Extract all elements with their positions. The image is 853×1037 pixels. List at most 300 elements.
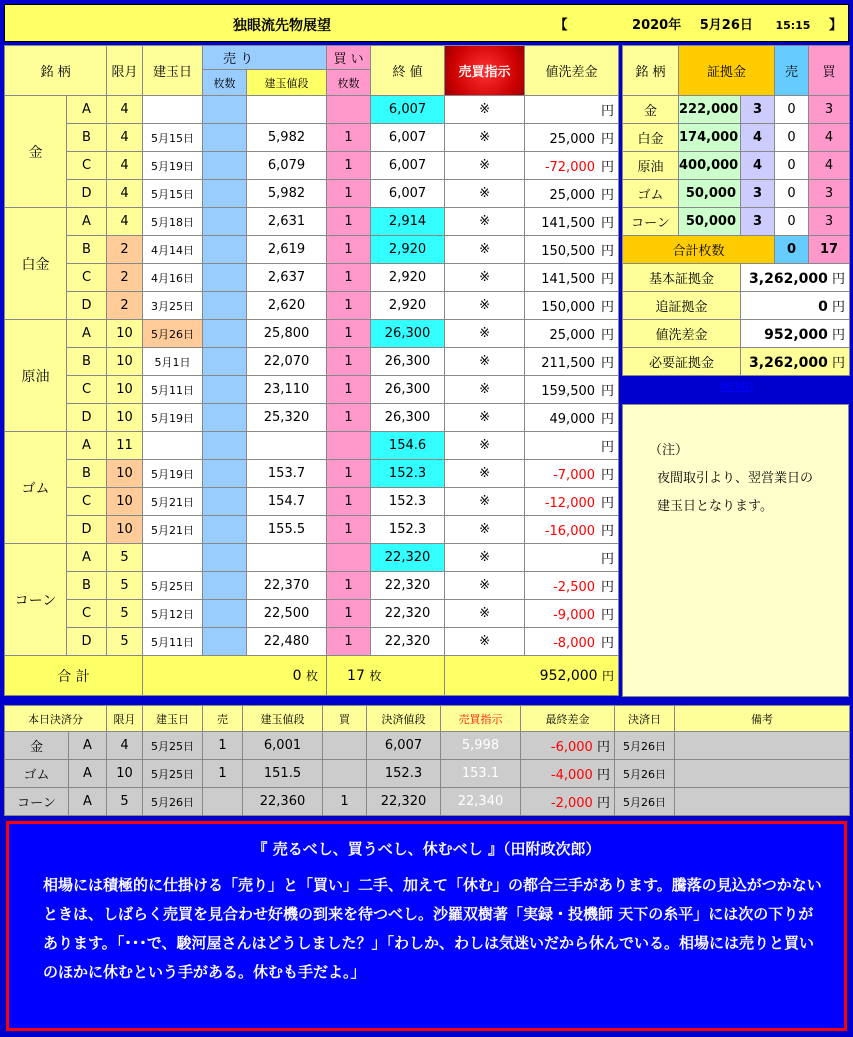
- kai-count-cell: 1: [327, 488, 371, 516]
- summary-label: 値洗差金: [623, 320, 741, 348]
- tategyokubi-cell: [143, 432, 203, 460]
- diff-cell: [525, 292, 619, 320]
- close-price-cell: 152.3: [371, 460, 445, 488]
- baibai-shiji-cell: ※: [445, 320, 525, 348]
- table-row: [5, 96, 619, 124]
- margin-count-cell: 4: [741, 124, 775, 152]
- kai-count-cell: 1: [327, 180, 371, 208]
- table-row: [5, 376, 619, 404]
- header-year: 2020年: [632, 18, 682, 33]
- col-owarine: 終 値: [371, 46, 445, 96]
- tategyoku-price-cell: 5,982: [247, 180, 327, 208]
- tategyoku-price-cell: 2,631: [247, 208, 327, 236]
- summary-amount: 952,000: [764, 327, 828, 343]
- kai-count-cell: [327, 432, 371, 460]
- tategyokubi-cell: 5月1日: [143, 348, 203, 376]
- table-row: [5, 572, 619, 600]
- commodity-name: 金: [5, 96, 67, 208]
- gengetsu-cell: 10: [107, 460, 143, 488]
- margin-amount-cell: 400,000: [679, 152, 741, 180]
- table-row: [5, 264, 619, 292]
- kai-count-cell: 1: [327, 572, 371, 600]
- margin-name-cell: コーン: [623, 208, 679, 236]
- col-kai: 買 い: [327, 46, 371, 70]
- table-row: [5, 124, 619, 152]
- month-code: B: [67, 460, 107, 488]
- diff-cell: [525, 208, 619, 236]
- positions-table: [4, 45, 619, 696]
- settle-sdate: 5月26日: [615, 732, 675, 760]
- baibai-shiji-cell: ※: [445, 432, 525, 460]
- margin-summary-row: [623, 320, 850, 348]
- uri-count-cell: [203, 516, 247, 544]
- uri-count-cell: [203, 404, 247, 432]
- diff-value: -16,000: [544, 524, 596, 539]
- tategyoku-price-cell: 22,370: [247, 572, 327, 600]
- settle-kai: [323, 732, 367, 760]
- kai-count-cell: 1: [327, 376, 371, 404]
- diff-cell: [525, 376, 619, 404]
- margin-name-cell: ゴム: [623, 180, 679, 208]
- memo-link[interactable]: MEMO: [718, 380, 754, 394]
- baibai-shiji-cell: ※: [445, 628, 525, 656]
- margin-amount-cell: 50,000: [679, 208, 741, 236]
- col-baibai-shiji: 売買指示: [445, 46, 525, 96]
- gengetsu-cell: 2: [107, 264, 143, 292]
- gengetsu-cell: 10: [107, 376, 143, 404]
- uri-count-cell: [203, 348, 247, 376]
- close-price-cell: 6,007: [371, 124, 445, 152]
- diff-cell: [525, 544, 619, 572]
- uri-count-cell: [203, 320, 247, 348]
- settle-date: 5月25日: [143, 760, 203, 788]
- uri-count-cell: [203, 572, 247, 600]
- margin-count-cell: 3: [741, 208, 775, 236]
- baibai-shiji-cell: ※: [445, 348, 525, 376]
- gengetsu-cell: 5: [107, 600, 143, 628]
- tategyoku-price-cell: 2,619: [247, 236, 327, 264]
- settle-diff-value: -6,000: [550, 740, 593, 755]
- tategyokubi-cell: 5月11日: [143, 628, 203, 656]
- settle-header-row: [5, 706, 850, 732]
- kai-count-cell: 1: [327, 292, 371, 320]
- gengetsu-cell: 4: [107, 180, 143, 208]
- margin-table: [622, 45, 850, 398]
- margin-row: [623, 180, 850, 208]
- settle-settle-price: 22,320: [367, 788, 441, 816]
- baibai-shiji-cell: ※: [445, 152, 525, 180]
- settle-month-code: A: [69, 732, 107, 760]
- tategyokubi-cell: 5月26日: [143, 320, 203, 348]
- yen-unit: 円: [601, 300, 615, 315]
- margin-kai-cell: 4: [809, 152, 850, 180]
- baibai-shiji-cell: ※: [445, 572, 525, 600]
- uri-count-cell: [203, 236, 247, 264]
- settle-col-header: 建玉日: [143, 706, 203, 732]
- kai-count-cell: 1: [327, 236, 371, 264]
- table-row: [5, 152, 619, 180]
- margin-amount-cell: 50,000: [679, 180, 741, 208]
- quote-title: 『 売るべし、買うべし、休むべし 』（田附政次郎）: [252, 840, 601, 858]
- diff-value: 150,000: [541, 300, 596, 315]
- settle-name-cell: ゴム: [5, 760, 69, 788]
- yen-unit: 円: [601, 244, 615, 259]
- settle-shiji: 153.1: [441, 760, 521, 788]
- summary-label: 必要証拠金: [623, 348, 741, 376]
- diff-value: 211,500: [541, 356, 596, 371]
- settle-col-header: 決済日: [615, 706, 675, 732]
- margin-total-label: 合計枚数: [623, 236, 775, 264]
- settle-row: [5, 732, 850, 760]
- margin-summary-row: [623, 348, 850, 376]
- summary-label: 追証拠金: [623, 292, 741, 320]
- margin-kai-cell: 3: [809, 96, 850, 124]
- kai-count-cell: 1: [327, 404, 371, 432]
- month-code: A: [67, 208, 107, 236]
- month-code: B: [67, 236, 107, 264]
- settle-col-header: 限月: [107, 706, 143, 732]
- tategyoku-price-cell: 22,480: [247, 628, 327, 656]
- settle-kai: [323, 760, 367, 788]
- kai-count-cell: 1: [327, 124, 371, 152]
- header-datetime: [545, 14, 843, 33]
- settle-diff: [521, 788, 615, 816]
- header-date: 5月26日: [699, 18, 753, 33]
- month-code: B: [67, 348, 107, 376]
- yen-unit: 円: [601, 412, 615, 427]
- diff-value: 25,000: [549, 328, 596, 343]
- table-row: [5, 180, 619, 208]
- settle-col-header: 備考: [675, 706, 850, 732]
- diff-value: 159,500: [541, 384, 596, 399]
- close-price-cell: 26,300: [371, 376, 445, 404]
- settle-col-header: 売買指示: [441, 706, 521, 732]
- diff-cell: [525, 488, 619, 516]
- tategyoku-price-cell: [247, 544, 327, 572]
- tategyoku-price-cell: [247, 96, 327, 124]
- tategyoku-price-cell: 154.7: [247, 488, 327, 516]
- totals-kai-count: 17: [347, 668, 365, 684]
- summary-amount: 0: [818, 299, 828, 315]
- close-price-cell: 26,300: [371, 404, 445, 432]
- settle-shiji: 22,340: [441, 788, 521, 816]
- settle-row: [5, 760, 850, 788]
- close-price-cell: 26,300: [371, 320, 445, 348]
- margin-row: [623, 152, 850, 180]
- baibai-shiji-cell: ※: [445, 600, 525, 628]
- settle-month-code: A: [69, 788, 107, 816]
- gengetsu-cell: 4: [107, 96, 143, 124]
- totals-diff: [445, 656, 619, 696]
- margin-count-cell: 3: [741, 180, 775, 208]
- page-title: 独眼流先物展望: [233, 18, 331, 34]
- settle-settle-price: 152.3: [367, 760, 441, 788]
- tategyoku-price-cell: 22,500: [247, 600, 327, 628]
- table-row: [5, 432, 619, 460]
- settle-uri: [203, 788, 243, 816]
- yen-unit: 円: [601, 468, 615, 483]
- uri-count-cell: [203, 208, 247, 236]
- close-price-cell: 6,007: [371, 152, 445, 180]
- yen-unit: 円: [596, 740, 610, 755]
- diff-cell: [525, 572, 619, 600]
- totals-kai: [327, 656, 445, 696]
- month-code: C: [67, 376, 107, 404]
- summary-amount: 3,262,000: [749, 271, 828, 287]
- tategyokubi-cell: 5月15日: [143, 180, 203, 208]
- settle-col-header: 本日決済分: [5, 706, 107, 732]
- table-row: [5, 600, 619, 628]
- settlement-table: [4, 705, 850, 816]
- col-gengetsu: 限月: [107, 46, 143, 96]
- baibai-shiji-cell: ※: [445, 292, 525, 320]
- table-row: [5, 516, 619, 544]
- gengetsu-cell: 10: [107, 516, 143, 544]
- settle-note: [675, 732, 850, 760]
- tategyokubi-cell: 5月25日: [143, 572, 203, 600]
- close-price-cell: 6,007: [371, 180, 445, 208]
- month-code: C: [67, 488, 107, 516]
- margin-name-cell: 原油: [623, 152, 679, 180]
- kai-count-cell: 1: [327, 264, 371, 292]
- tategyokubi-cell: 5月18日: [143, 208, 203, 236]
- gengetsu-cell: 5: [107, 628, 143, 656]
- diff-value: -72,000: [544, 160, 596, 175]
- yen-unit: 円: [601, 496, 615, 511]
- yen-unit: 円: [601, 580, 615, 595]
- yen-unit: 円: [601, 160, 615, 175]
- yen-unit: 円: [601, 188, 615, 203]
- close-price-cell: 26,300: [371, 348, 445, 376]
- settle-price: 22,360: [243, 788, 323, 816]
- settle-kai: 1: [323, 788, 367, 816]
- table-row: [5, 460, 619, 488]
- close-price-cell: 22,320: [371, 544, 445, 572]
- month-code: D: [67, 292, 107, 320]
- settle-diff-value: -4,000: [550, 768, 593, 783]
- gengetsu-cell: 10: [107, 348, 143, 376]
- margin-amount-cell: 174,000: [679, 124, 741, 152]
- margin-uri-cell: 0: [775, 152, 809, 180]
- summary-value: [741, 320, 850, 348]
- tategyokubi-cell: 5月19日: [143, 152, 203, 180]
- close-price-cell: 154.6: [371, 432, 445, 460]
- uri-count-cell: [203, 264, 247, 292]
- margin-kai-cell: 4: [809, 124, 850, 152]
- uri-count-cell: [203, 432, 247, 460]
- memo-line-1: 夜間取引より、翌営業日の: [657, 471, 814, 486]
- settle-price: 6,001: [243, 732, 323, 760]
- close-price-cell: 152.3: [371, 516, 445, 544]
- month-code: A: [67, 544, 107, 572]
- tategyoku-price-cell: 2,637: [247, 264, 327, 292]
- gengetsu-cell: 4: [107, 152, 143, 180]
- month-code: A: [67, 320, 107, 348]
- baibai-shiji-cell: ※: [445, 180, 525, 208]
- margin-summary-row: [623, 292, 850, 320]
- month-code: B: [67, 572, 107, 600]
- col-uri: 売 り: [203, 46, 327, 70]
- kai-count-cell: 1: [327, 208, 371, 236]
- settle-price: 151.5: [243, 760, 323, 788]
- yen-unit: 円: [832, 300, 846, 315]
- diff-cell: [525, 348, 619, 376]
- totals-uri: [143, 656, 327, 696]
- margin-uri-cell: 0: [775, 180, 809, 208]
- totals-row: [5, 656, 619, 696]
- kai-count-cell: 1: [327, 320, 371, 348]
- kai-count-cell: [327, 96, 371, 124]
- close-price-cell: 2,920: [371, 236, 445, 264]
- margin-row: [623, 96, 850, 124]
- table-row: [5, 348, 619, 376]
- gengetsu-cell: 5: [107, 544, 143, 572]
- close-price-cell: 6,007: [371, 96, 445, 124]
- settle-name-cell: 金: [5, 732, 69, 760]
- side-col-meigara: 銘 柄: [623, 46, 679, 96]
- tategyokubi-cell: 4月16日: [143, 264, 203, 292]
- diff-value: -2,500: [553, 580, 596, 595]
- settle-gengetsu: 5: [107, 788, 143, 816]
- margin-uri-cell: 0: [775, 96, 809, 124]
- month-code: C: [67, 264, 107, 292]
- tategyokubi-cell: [143, 544, 203, 572]
- settle-uri: 1: [203, 760, 243, 788]
- page-header: [4, 4, 849, 42]
- uri-count-cell: [203, 488, 247, 516]
- uri-count-cell: [203, 600, 247, 628]
- gengetsu-cell: 4: [107, 208, 143, 236]
- summary-label: 基本証拠金: [623, 264, 741, 292]
- tategyokubi-cell: 4月14日: [143, 236, 203, 264]
- margin-uri-cell: 0: [775, 208, 809, 236]
- diff-cell: [525, 124, 619, 152]
- tategyoku-price-cell: 155.5: [247, 516, 327, 544]
- month-code: C: [67, 152, 107, 180]
- summary-value: [741, 348, 850, 376]
- settle-note: [675, 788, 850, 816]
- diff-cell: [525, 152, 619, 180]
- table-row: [5, 236, 619, 264]
- settle-sdate: 5月26日: [615, 760, 675, 788]
- totals-diff-value: 952,000: [539, 668, 598, 684]
- diff-value: 25,000: [549, 188, 596, 203]
- uri-count-cell: [203, 376, 247, 404]
- settle-col-header: 買: [323, 706, 367, 732]
- settle-col-header: 建玉値段: [243, 706, 323, 732]
- yen-unit: 円: [601, 104, 615, 119]
- close-price-cell: 2,914: [371, 208, 445, 236]
- close-price-cell: 2,920: [371, 292, 445, 320]
- diff-value: -9,000: [553, 608, 596, 623]
- bracket-open: 【: [554, 18, 568, 33]
- header-time: 15:15: [775, 19, 811, 32]
- baibai-shiji-cell: ※: [445, 488, 525, 516]
- tategyoku-price-cell: 23,110: [247, 376, 327, 404]
- margin-total-row: [623, 236, 850, 264]
- memo-note: （注）: [649, 443, 689, 458]
- settle-gengetsu: 4: [107, 732, 143, 760]
- margin-kai-cell: 3: [809, 208, 850, 236]
- margin-summary-row: [623, 264, 850, 292]
- bracket-close: 】: [828, 18, 842, 33]
- yen-unit: 円: [601, 608, 615, 623]
- baibai-shiji-cell: ※: [445, 544, 525, 572]
- diff-cell: [525, 600, 619, 628]
- col-kai-maisu: 枚数: [327, 70, 371, 96]
- table-row: [5, 488, 619, 516]
- month-code: D: [67, 180, 107, 208]
- gengetsu-cell: 2: [107, 236, 143, 264]
- tategyokubi-cell: 5月19日: [143, 460, 203, 488]
- close-price-cell: 152.3: [371, 488, 445, 516]
- yen-unit: 円: [832, 356, 846, 371]
- uri-count-cell: [203, 96, 247, 124]
- kai-count-cell: 1: [327, 600, 371, 628]
- settle-sdate: 5月26日: [615, 788, 675, 816]
- tategyoku-price-cell: 25,800: [247, 320, 327, 348]
- col-tategyoku-nedan: 建玉値段: [247, 70, 327, 96]
- month-code: D: [67, 628, 107, 656]
- yen-unit: 円: [602, 669, 615, 683]
- yen-unit: 円: [596, 796, 610, 811]
- commodity-name: ゴム: [5, 432, 67, 544]
- tategyoku-price-cell: 5,982: [247, 124, 327, 152]
- memo-line-2: 建玉日となります。: [657, 499, 773, 514]
- diff-cell: [525, 236, 619, 264]
- margin-count-cell: 4: [741, 152, 775, 180]
- uri-count-cell: [203, 152, 247, 180]
- margin-amount-cell: 222,000: [679, 96, 741, 124]
- yen-unit: 円: [601, 356, 615, 371]
- quote-box: [6, 821, 847, 1031]
- col-uri-maisu: 枚数: [203, 70, 247, 96]
- col-meigara: 銘 柄: [5, 46, 107, 96]
- gengetsu-cell: 4: [107, 124, 143, 152]
- diff-cell: [525, 432, 619, 460]
- yen-unit: 円: [596, 768, 610, 783]
- yen-unit: 円: [601, 272, 615, 287]
- margin-total-uri: 0: [775, 236, 809, 264]
- close-price-cell: 22,320: [371, 600, 445, 628]
- month-code: D: [67, 404, 107, 432]
- yen-unit: 円: [832, 272, 846, 287]
- memo-header: [623, 376, 850, 398]
- diff-cell: [525, 96, 619, 124]
- settle-col-header: 決済値段: [367, 706, 441, 732]
- kai-count-cell: 1: [327, 628, 371, 656]
- diff-value: -8,000: [553, 636, 596, 651]
- baibai-shiji-cell: ※: [445, 376, 525, 404]
- yen-unit: 円: [601, 524, 615, 539]
- margin-kai-cell: 3: [809, 180, 850, 208]
- diff-cell: [525, 264, 619, 292]
- diff-cell: [525, 460, 619, 488]
- totals-uri-count: 0: [292, 668, 302, 684]
- side-col-uri: 売: [775, 46, 809, 96]
- totals-uri-unit: 枚: [306, 669, 319, 683]
- diff-cell: [525, 628, 619, 656]
- baibai-shiji-cell: ※: [445, 96, 525, 124]
- table-row: [5, 292, 619, 320]
- side-col-kai: 買: [809, 46, 850, 96]
- tategyokubi-cell: 5月15日: [143, 124, 203, 152]
- settle-shiji: 5,998: [441, 732, 521, 760]
- gengetsu-cell: 10: [107, 404, 143, 432]
- month-code: B: [67, 124, 107, 152]
- settle-col-header: 最終差金: [521, 706, 615, 732]
- gengetsu-cell: 2: [107, 292, 143, 320]
